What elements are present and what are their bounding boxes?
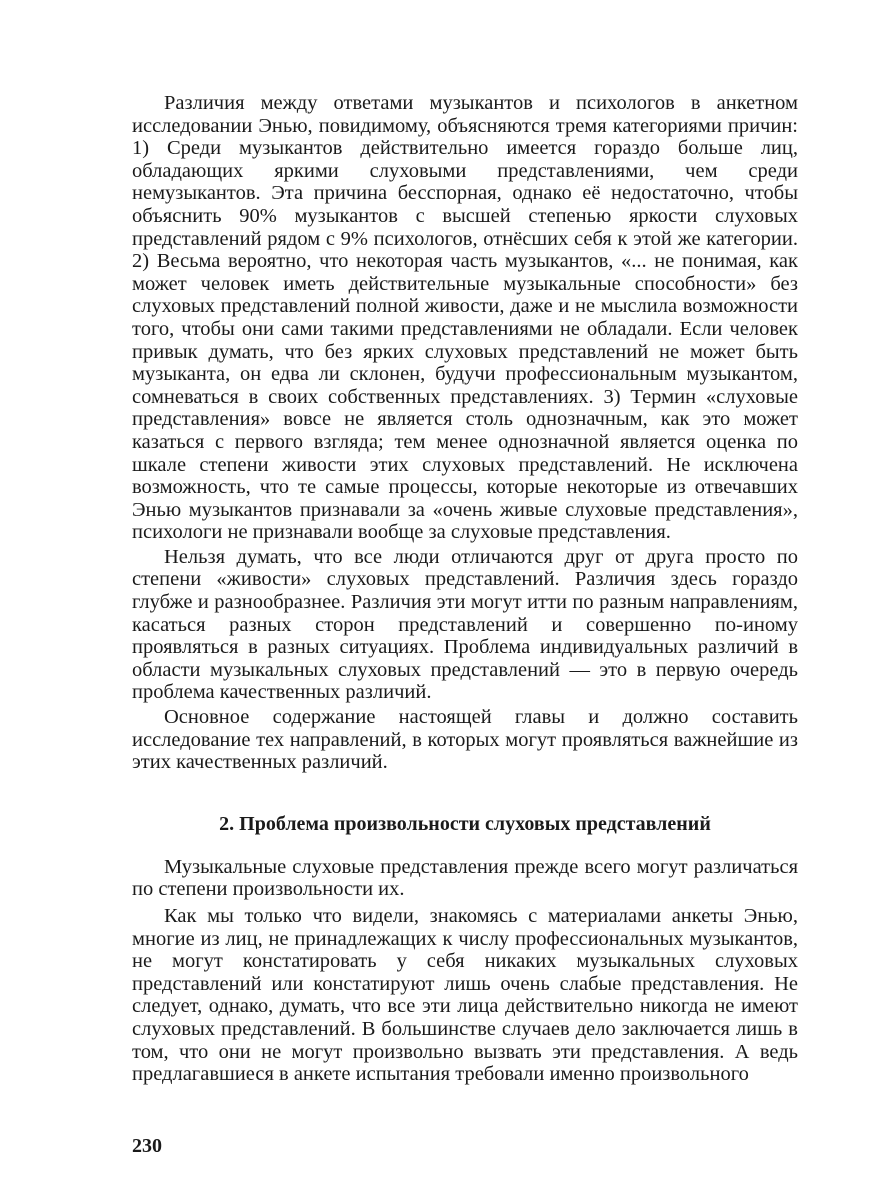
paragraph-qualitative-differences: Нельзя думать, что все люди отличаются друг от друга просто по степени «живости» слуховых представлений. Различия здесь гораздо глубже и разнообразнее. Различия эти могут итти по разным направлениям, касаться разных сторон представлений и совершенно по-иному проявляться в разных ситуациях. Проблема индивидуальных различий в области музыкальных слуховых представлений — это в первую очередь проблема качественных различий. xyxy=(132,545,798,704)
paragraph-causes: Различия между ответами музыкантов и психологов в анкетном исследовании Энью, повидимому, объясняются тремя категориями причин: 1) Среди музыкантов действительно имеется гораздо больше лиц, обладающих яркими слуховыми представлениями, чем среди немузыкантов. Эта причина бесспорная, однако её недостаточно, чтобы объяснить 90% музыкантов с высшей степенью яркости слуховых представлений рядом с 9% психологов, отнёсших себя к этой же категории. 2) Весьма вероятно, что некоторая часть музыкантов, «... не понимая, как может человек иметь действительные музыкальные способности» без слуховых представлений полной живости, даже и не мыслила возможности того, чтобы они сами такими представлениями не обладали. Если человек привык думать, что без ярких слуховых представлений не может быть музыканта, он едва ли склонен, будучи профессиональным музыкантом, сомневаться в своих собственных представлениях. 3) Термин «слуховые представления» вовсе не является столь однозначным, как это может казаться с первого взгляда; тем менее однозначной является оценка по шкале степени живости этих слуховых представлений. Не исключена возможность, что те самые процессы, которые некоторые из отвечавших Энью музыкантов признавали за «очень живые слуховые представления», психологи не признавали вообще за слуховые представления. xyxy=(132,92,798,544)
paragraph-chapter-content: Основное содержание настоящей главы и должно составить исследование тех направлений, в которых могут проявляться важнейшие из этих качественных различий. xyxy=(132,706,798,774)
page-number: 230 xyxy=(132,1135,162,1157)
section-heading: 2. Проблема произвольности слуховых представлений xyxy=(219,812,711,835)
book-page xyxy=(132,92,798,1172)
paragraph-enyu-survey: Как мы только что видели, знакомясь с материалами анкеты Энью, многие из лиц, не принадлежащих к числу профессиональных музыкантов, не могут констатировать у себя никаких музыкальных слуховых представлений или констатируют лишь очень слабые представления. Не следует, однако, думать, что все эти лица действительно никогда не имеют слуховых представлений. В большинстве случаев дело заключается лишь в том, что они не могут произвольно вызвать эти представления. А ведь предлагавшиеся в анкете испытания требовали именно произвольного xyxy=(132,905,798,1086)
paragraph-voluntariness: Музыкальные слуховые представления прежде всего могут различаться по степени произвольности их. xyxy=(132,855,798,901)
